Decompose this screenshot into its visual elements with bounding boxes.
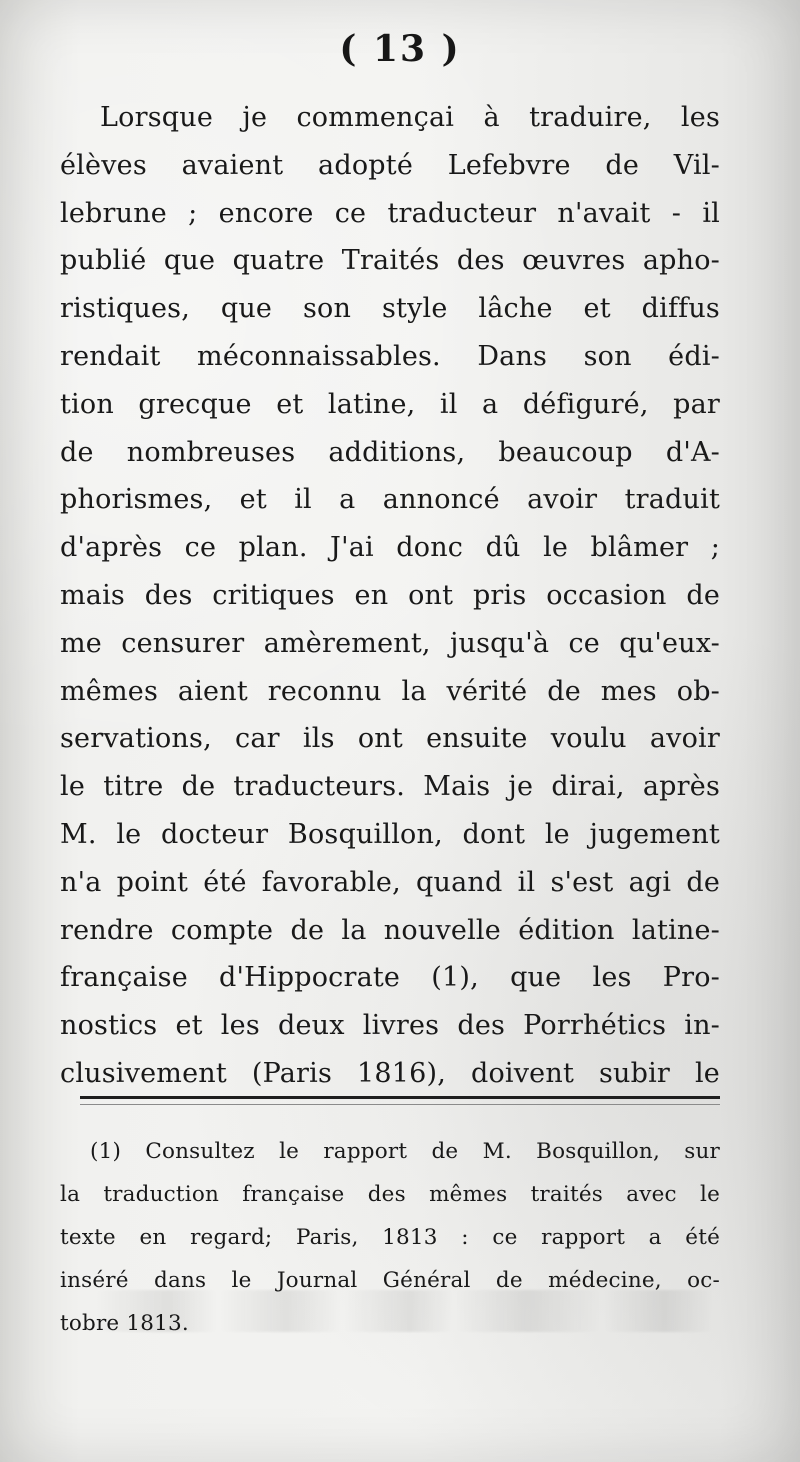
main-text-block (60, 94, 720, 1098)
text-line: me censurer amèrement, jusqu'à ce qu'eux- (60, 627, 720, 659)
footnote-line: tobre 1813. (60, 1311, 189, 1336)
footnote-line: (1) Consultez le rapport de M. Bosquillon, sur (90, 1139, 720, 1164)
text-line: rendre compte de la nouvelle édition latine- (60, 914, 720, 946)
text-line: publié que quatre Traités des œuvres apho- (60, 245, 720, 277)
text-line: nostics et les deux livres des Porrhétics in- (60, 1010, 720, 1042)
text-line: française d'Hippocrate (1), que les Pro- (60, 962, 720, 994)
text-line: tion grecque et latine, il a défiguré, par (60, 388, 720, 420)
page-number: ( 13 ) (339, 28, 461, 70)
text-line: élèves avaient adopté Lefebvre de Vil- (60, 149, 720, 181)
text-line: le titre de traducteurs. Mais je dirai, après (60, 771, 720, 803)
text-line: ristiques, que son style lâche et diffus (60, 293, 720, 325)
text-line: servations, car ils ont ensuite voulu avoir (60, 723, 720, 755)
footnote-line: la traduction française des mêmes traités avec le (60, 1182, 720, 1207)
text-line: d'après ce plan. J'ai donc dû le blâmer ; (60, 532, 720, 564)
footnote-line: texte en regard; Paris, 1813 : ce rapport a été (60, 1225, 720, 1250)
text-line: Lorsque je commençai à traduire, les (100, 102, 720, 133)
text-line: de nombreuses additions, beaucoup d'A- (60, 436, 720, 468)
footnote-separator (80, 1096, 720, 1099)
text-line: lebrune ; encore ce traducteur n'avait - il (60, 197, 720, 229)
text-line: mais des critiques en ont pris occasion de (60, 579, 720, 611)
text-line: M. le docteur Bosquillon, dont le jugement (60, 818, 720, 850)
text-line: mêmes aient reconnu la vérité de mes ob- (60, 675, 720, 707)
faint-show-through (94, 1290, 714, 1332)
text-line: phorismes, et il a annoncé avoir traduit (60, 484, 720, 516)
text-line: rendait méconnaissables. Dans son édi- (60, 340, 720, 372)
footnote-line: inséré dans le Journal Général de médecine, oc- (60, 1268, 720, 1293)
text-line: clusivement (Paris 1816), doivent subir le (60, 1057, 720, 1089)
text-line: n'a point été favorable, quand il s'est agi de (60, 866, 720, 898)
